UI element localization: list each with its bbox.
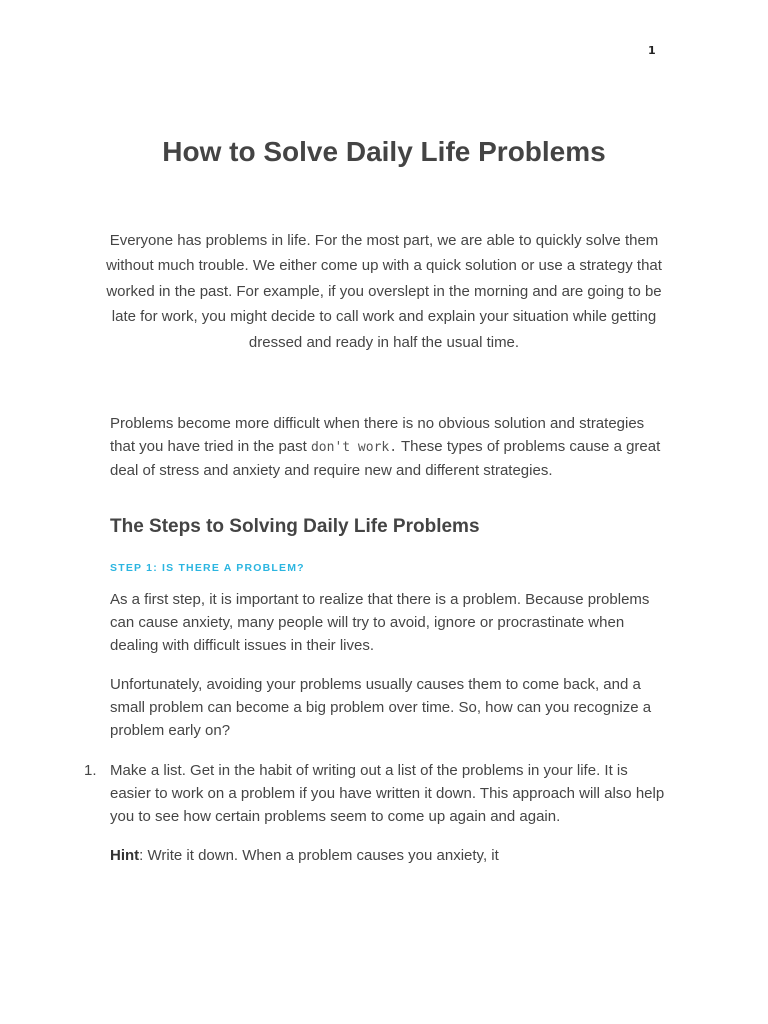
step-1-paragraph-1: As a first step, it is important to realize that there is a problem. Because problems can cause anxiety, many people will try to avoid, ignore or procrastinate when dealing with difficult issues in their lives. — [110, 591, 650, 654]
difficult-text-start: Problems become more difficult when there is no obvious solution and strategies that you have tried in the past — [110, 415, 645, 455]
section-heading: The Steps to Solving Daily Life Problems — [110, 516, 480, 537]
page-number: 1 — [648, 44, 656, 57]
difficult-problems-paragraph — [110, 412, 670, 482]
list-item-number: 1. — [84, 762, 97, 779]
hint-paragraph — [110, 844, 499, 867]
page-title: How to Solve Daily Life Problems — [162, 136, 606, 167]
list-item-text: Make a list. Get in the habit of writing out a list of the problems in your life. It is easier to work on a problem if you have written it down. This approach will also help you to see how certain problems seem to come up again and again. — [110, 762, 665, 825]
hint-label: Hint — [110, 847, 140, 864]
dont-work-phrase: don't work. — [310, 440, 398, 455]
step-1-label: STEP 1: IS THERE A PROBLEM? — [110, 562, 305, 574]
difficult-text-end: These types of problems cause a great deal of stress and anxiety and require new and different strategies. — [110, 438, 661, 479]
hint-text: : Write it down. When a problem causes you anxiety, it — [139, 847, 499, 864]
step-1-paragraph-2: Unfortunately, avoiding your problems usually causes them to come back, and a small problem can become a big problem over time. So, how can you recognize a problem early on? — [110, 676, 652, 739]
intro-paragraph: Everyone has problems in life. For the most part, we are able to quickly solve them without much trouble. We either come up with a quick solution or use a strategy that worked in the past. For example, if you overslept in the morning and are going to be late for work, you might decide to call work and explain your situation while getting dressed and ready in half the usual time. — [106, 232, 662, 351]
